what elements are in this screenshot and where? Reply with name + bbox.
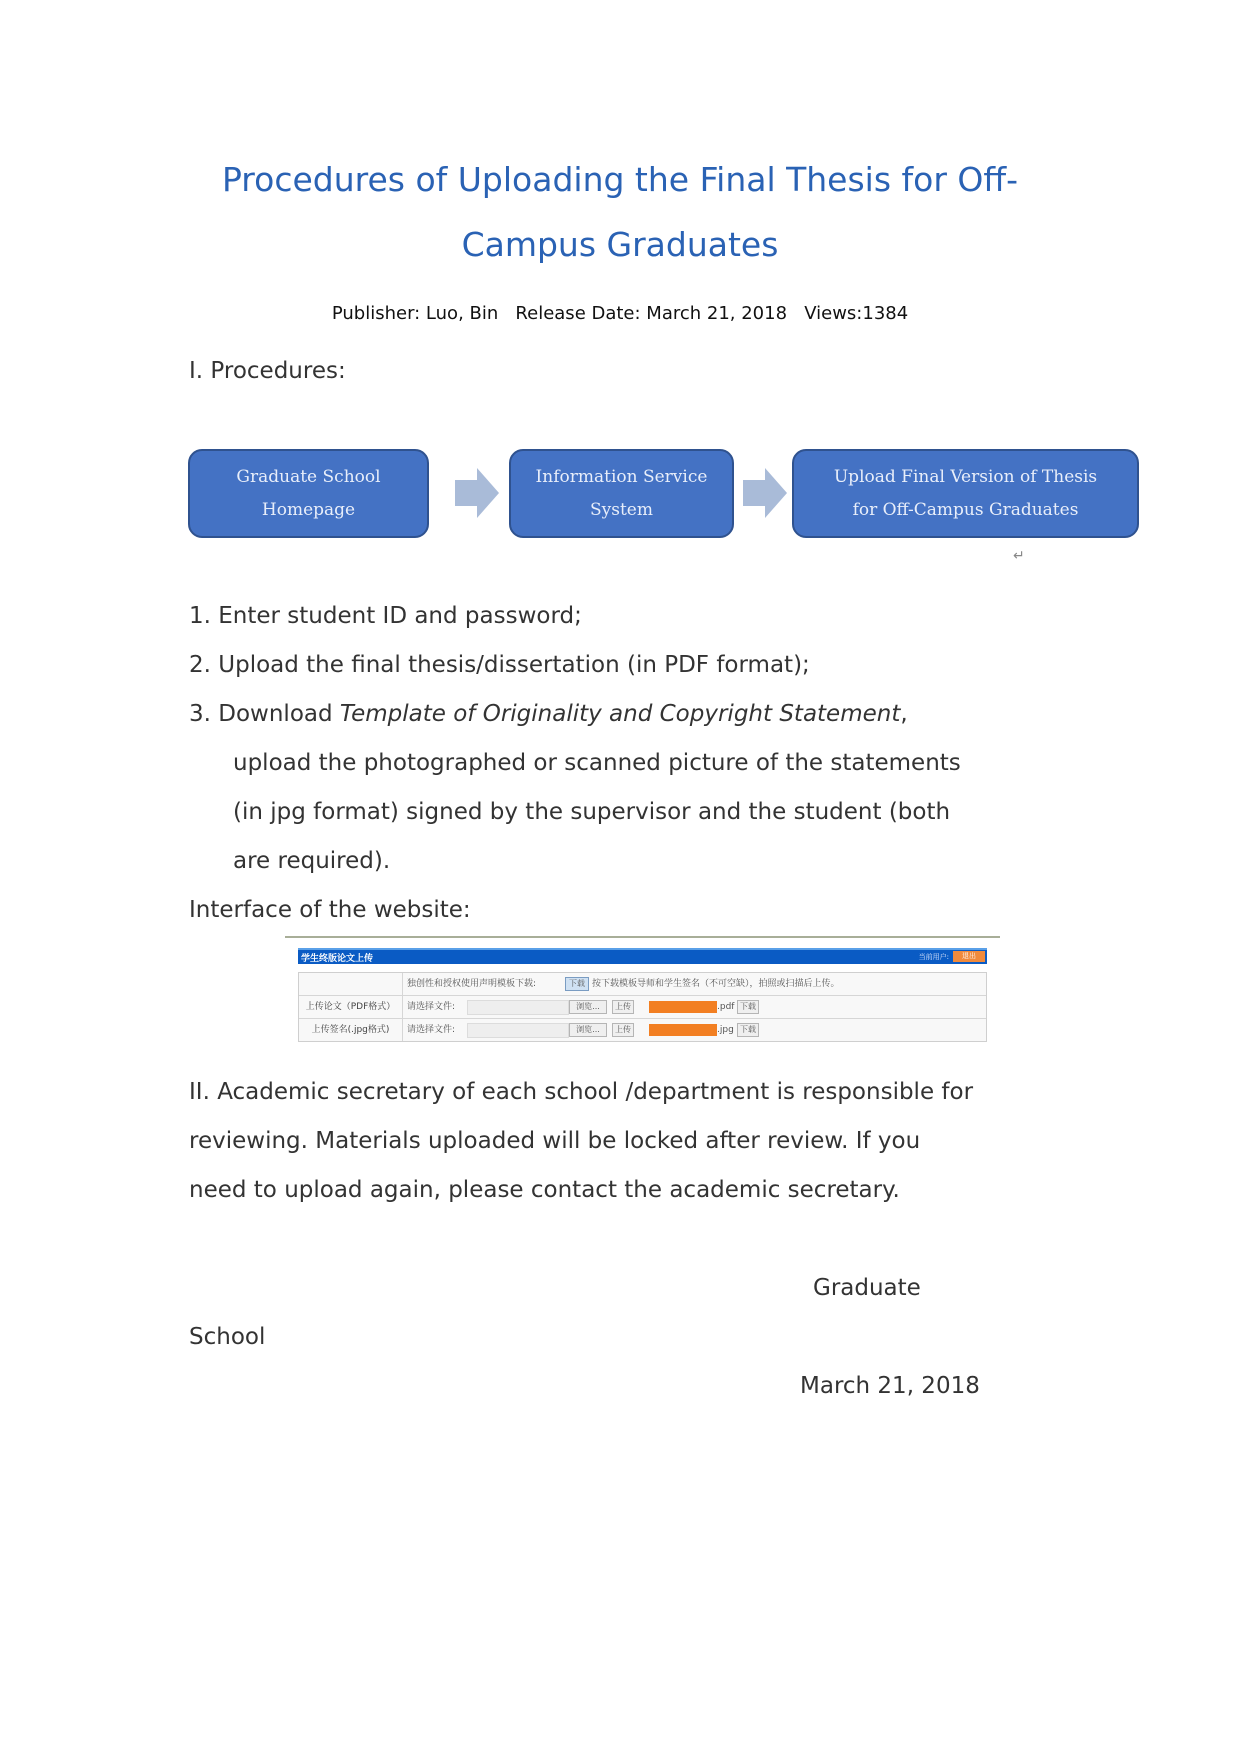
flow-step-label: Homepage <box>261 499 356 520</box>
choose-file-label: 请选择文件: <box>407 1002 456 1012</box>
flow-step-label: Upload Final Version of Thesis <box>833 466 1098 487</box>
uploaded-file-indicator <box>649 1024 717 1036</box>
interface-label: Interface of the website: <box>189 897 471 923</box>
download-button: 下载 <box>737 1000 759 1014</box>
choose-file-label: 请选择文件: <box>407 1025 456 1035</box>
section-heading-procedures: I. Procedures: <box>189 358 346 384</box>
template-download-button: 下载 <box>565 977 589 991</box>
upload-form-table <box>298 972 987 1042</box>
upload-signature-row <box>299 1019 986 1042</box>
section2-line: need to upload again, please contact the academic secretary. <box>189 1177 900 1203</box>
browse-button: 浏览... <box>569 1000 607 1014</box>
upload-button: 上传 <box>612 1023 634 1037</box>
website-interface-screenshot <box>285 936 1000 1048</box>
upload-panel-header <box>298 948 987 964</box>
template-instruction: 按下载模板导师和学生签名（不可空缺），拍照或扫描后上传。 <box>592 979 840 989</box>
flow-step-graduate-school-homepage <box>188 449 429 538</box>
step-3 <box>189 701 908 727</box>
flow-step-label: Information Service <box>535 466 708 487</box>
template-document-name: Template of Originality and Copyright Statement <box>339 701 901 727</box>
page-title-line-2: Campus Graduates <box>461 225 779 264</box>
step-3-continuation: upload the photographed or scanned picture of the statements <box>233 750 961 776</box>
uploaded-file-indicator <box>649 1001 717 1013</box>
step-2: 2. Upload the final thesis/dissertation (in PDF format); <box>189 652 810 678</box>
template-download-row <box>299 973 986 996</box>
flow-step-label: System <box>590 499 653 520</box>
divider <box>285 936 1000 938</box>
browse-button: 浏览... <box>569 1023 607 1037</box>
logout-button: 退出 <box>953 951 985 962</box>
flow-step-upload-final-thesis <box>792 449 1139 538</box>
section2-line: reviewing. Materials uploaded will be locked after review. If you <box>189 1128 921 1154</box>
step-1: 1. Enter student ID and password; <box>189 603 582 629</box>
flow-arrow-icon <box>455 468 499 518</box>
page-title-line-1: Procedures of Uploading the Final Thesis for Off- <box>221 160 1019 199</box>
signature-date: March 21, 2018 <box>800 1373 980 1399</box>
file-extension: .pdf <box>717 1002 735 1012</box>
flow-arrow-icon <box>743 468 787 518</box>
download-button: 下载 <box>737 1023 759 1037</box>
flow-step-label: for Off-Campus Graduates <box>852 499 1079 520</box>
step-3-continuation: are required). <box>233 848 391 874</box>
upload-signature-label: 上传签名(.jpg格式) <box>299 1019 403 1041</box>
flow-step-information-service-system <box>509 449 734 538</box>
file-extension: .jpg <box>717 1025 734 1035</box>
publication-meta: Publisher: Luo, Bin Release Date: March 21, 2018 Views:1384 <box>331 303 909 324</box>
step-3-continuation: (in jpg format) signed by the supervisor and the student (both <box>233 799 951 825</box>
upload-panel-title: 学生终版论文上传 <box>301 954 374 964</box>
step-3-prefix: 3. Download <box>189 701 340 727</box>
upload-thesis-label: 上传论文（PDF格式） <box>299 996 403 1018</box>
upload-thesis-row <box>299 996 986 1019</box>
upload-button: 上传 <box>612 1000 634 1014</box>
flow-step-label: Graduate School <box>236 466 381 487</box>
file-input <box>467 1000 569 1015</box>
template-download-text: 独创性和授权使用声明模板下载: <box>407 979 537 989</box>
paragraph-return-icon: ↵ <box>1013 548 1025 564</box>
signature-org-line2: School <box>189 1324 266 1350</box>
file-input <box>467 1023 569 1038</box>
current-user-label: 当前用户: <box>918 953 949 961</box>
signature-org-line1: Graduate <box>813 1275 921 1301</box>
section2-line: II. Academic secretary of each school /department is responsible for <box>189 1079 974 1105</box>
step-3-suffix: , <box>900 701 908 727</box>
